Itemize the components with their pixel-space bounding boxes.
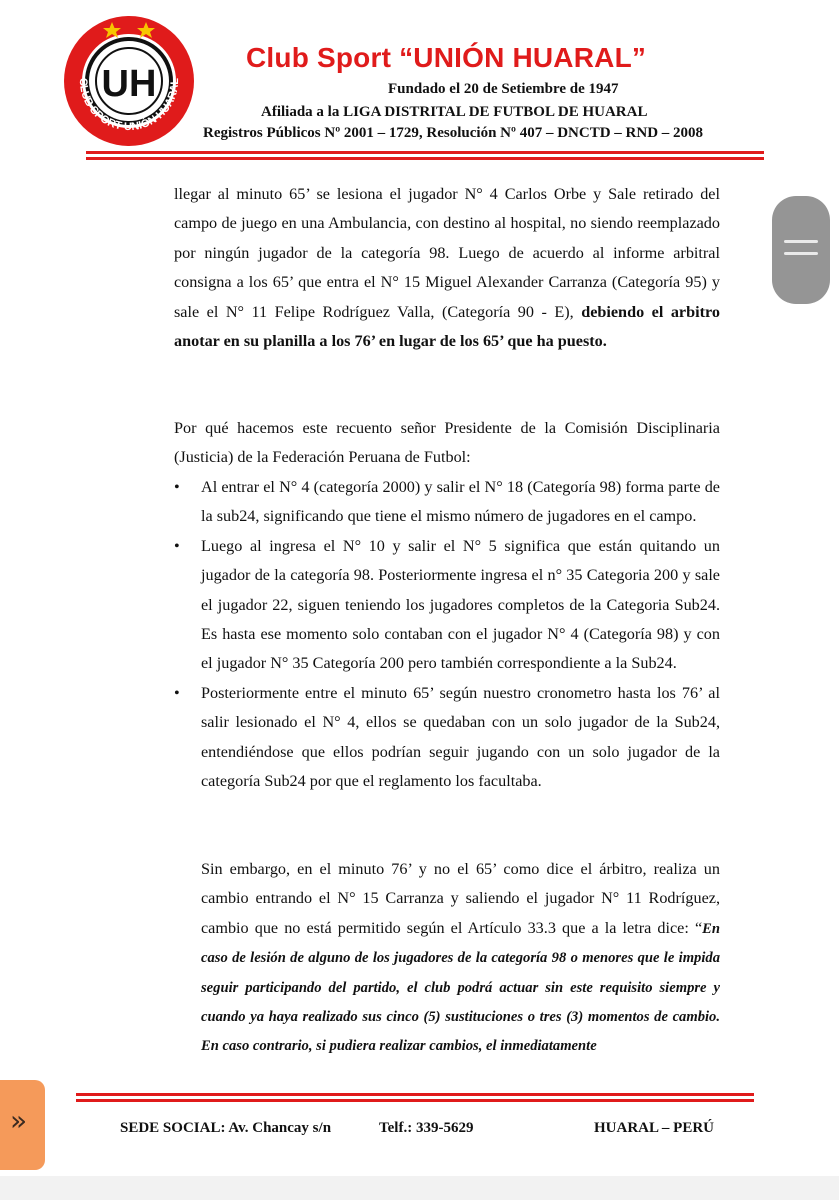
header-rule-top <box>86 151 764 154</box>
list-item <box>174 532 720 679</box>
svg-text:UH: UH <box>101 63 157 105</box>
footer-rule-top <box>76 1093 754 1096</box>
footer-address: SEDE SOCIAL: Av. Chancay s/n <box>120 1120 332 1136</box>
list-item-text: Luego al ingresa el N° 10 y salir el N° 5 significa que están quitando un jugador de la categoría 98. Posteriormente ingresa el n° 35 Categoria 200 y sale el jugador 22, siguen teniendo los jugadores completos de la Categoria Sub24. Es hasta ese momento solo contaban con el jugador N° 4 (Categoría 98) y con el jugador N° 35 Categoría 200 pero también correspondiente a la Sub24. <box>201 536 720 673</box>
bullet-icon: • <box>174 536 180 555</box>
footer-rule-bottom <box>76 1099 754 1102</box>
continuation-paragraph <box>201 855 720 1061</box>
double-chevron-right-icon: » <box>10 1104 28 1137</box>
list-item-text: Posteriormente entre el minuto 65’ según nuestro cronometro hasta los 76’ al salir lesionado el N° 4, ellos se quedaban con un solo jugador de la Sub24, entendiéndose que ellos podrían seguir jugando con un solo jugador de la categoría Sub24 por que el reglamento los facultaba. <box>201 683 720 791</box>
continuation-text: Sin embargo, en el minuto 76’ y no el 65’ como dice el árbitro, realiza un cambio entrando el N° 15 Carranza y saliendo el jugador N° 11 Rodríguez, cambio que no está permitido según el Artículo 33.3 que a la letra dice: “ <box>201 860 720 937</box>
article-quote: En caso de lesión de alguno de los jugadores de la categoría 98 o menores que le impida seguir participando del partido, el club podrá actuar sin este requisito siempre y cuando ya haya realizado sus cinco (5) sustituciones o tres (3) momentos de cambio. En caso contrario, si pudiera realizar cambios, el inmediatamente <box>201 920 720 1055</box>
club-logo <box>62 14 196 148</box>
bullet-icon: • <box>174 683 180 702</box>
registry-line: Registros Públicos Nº 2001 – 1729, Resolución Nº 407 – DNCTD – RND – 2008 <box>203 125 704 141</box>
list-item-text: Al entrar el N° 4 (categoría 2000) y salir el N° 18 (Categoría 98) forma parte de la sub24, significando que tiene el mismo número de jugadores en el campo. <box>201 478 720 526</box>
affiliation-line: Afiliada a la LIGA DISTRITAL DE FUTBOL DE HUARAL <box>261 104 648 120</box>
grip-line <box>784 240 818 243</box>
paragraph-2-text: Por qué hacemos este recuento señor Presidente de la Comisión Disciplinaria (Justicia) de la Federación Peruana de Futbol: <box>174 419 720 467</box>
footer-phone: Telf.: 339-5629 <box>379 1120 474 1136</box>
bottom-bar <box>0 1176 839 1200</box>
header-rule-bottom <box>86 157 764 160</box>
grip-line <box>784 252 818 255</box>
scroll-handle[interactable] <box>772 196 830 304</box>
founded-line: Fundado el 20 de Setiembre de 1947 <box>388 81 619 97</box>
svg-text:CLUB SPORT UNIÓN HUARAL: CLUB SPORT UNIÓN HUARAL <box>76 77 182 134</box>
bullet-icon: • <box>174 478 180 496</box>
list-item <box>174 679 720 797</box>
bullet-list <box>174 473 720 796</box>
paragraph-2 <box>174 414 720 473</box>
list-item <box>174 473 720 532</box>
club-name: Club Sport “UNIÓN HUARAL” <box>246 42 647 73</box>
expand-sidebar-button[interactable] <box>0 1080 45 1170</box>
paragraph-1-text: llegar al minuto 65’ se lesiona el jugador N° 4 Carlos Orbe y Sale retirado del campo de juego en una Ambulancia, con destino al hospital, no siendo reemplazado por ningún jugador de la categoría 98. Luego de acuerdo al informe arbitral consigna a los 65’ que entra el N° 15 Miguel Alexander Carranza (Categoría 95) y sale el N° 11 Felipe Rodríguez Valla, (Categoría 90 - E), <box>174 185 720 321</box>
paragraph-1 <box>174 180 720 356</box>
footer-city: HUARAL – PERÚ <box>594 1120 715 1136</box>
paragraph-1-bold: debiendo el arbitro anotar en su planilla a los 76’ en lugar de los 65’ que ha puesto. <box>174 302 720 351</box>
